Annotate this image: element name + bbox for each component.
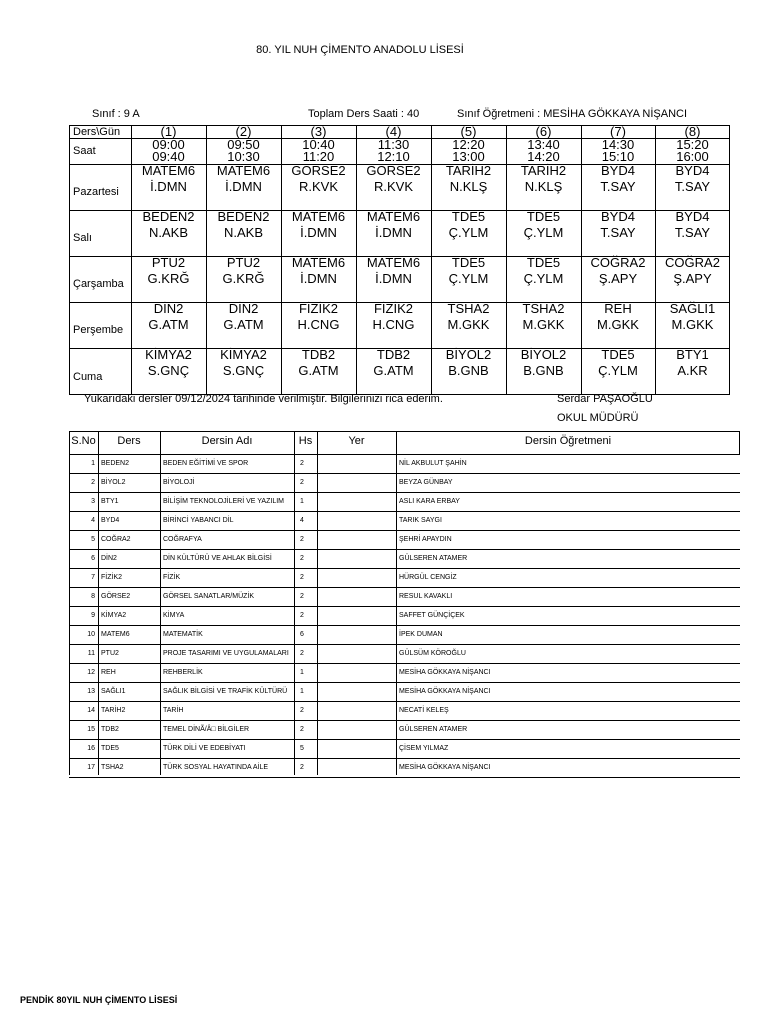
lesson-teacher-code: T.SAY — [674, 225, 711, 240]
course-code: TDB2 — [101, 726, 119, 733]
course-name: BİYOLOJİ — [163, 479, 195, 486]
lesson-teacher-code: N.KLŞ — [524, 179, 563, 194]
timetable-note: Yukarıdaki dersler 09/12/2024 tarihinde verilmiştir. Bilgilerinizi rica ederim. — [84, 393, 443, 405]
course-number: 17 — [87, 764, 95, 771]
lesson-teacher-code: G.KRĞ — [222, 271, 265, 286]
lesson-course-code: BİYOL2 — [445, 347, 492, 362]
lesson-teacher-code: İ.DMN — [225, 179, 262, 194]
course-number: 12 — [87, 669, 95, 676]
corner-label: Ders\Gün — [73, 126, 121, 138]
course-teacher: MESİHA GÖKKAYA NİŞANCI — [399, 764, 491, 771]
course-number: 13 — [87, 688, 95, 695]
grid-line — [69, 454, 740, 455]
lesson-course-code: DİN2 — [153, 301, 184, 316]
period-end-time: 14:20 — [527, 149, 560, 164]
lesson-course-code: KİMYA2 — [145, 347, 192, 362]
lesson-course-code: COĞRA2 — [665, 255, 720, 270]
course-teacher: ASLI KARA ERBAY — [399, 498, 460, 505]
course-number: 4 — [91, 517, 95, 524]
period-start-time: 10:40 — [302, 137, 335, 152]
lesson-course-code: TSHA2 — [447, 301, 490, 316]
grid-line — [317, 431, 318, 775]
lesson-teacher-code: M.GKK — [671, 317, 714, 332]
course-code: GÖRSE2 — [101, 593, 131, 600]
lesson-teacher-code: H.CNG — [297, 317, 340, 332]
lesson-teacher-code: Ç.YLM — [448, 271, 489, 286]
lesson-course-code: TDB2 — [301, 347, 336, 362]
course-code: FİZİK2 — [101, 574, 123, 581]
course-code: KİMYA2 — [101, 612, 127, 619]
lesson-course-code: BİYOL2 — [520, 347, 567, 362]
course-code: DİN2 — [101, 555, 117, 562]
grid-line — [69, 625, 740, 626]
lesson-teacher-code: H.CNG — [372, 317, 415, 332]
course-number: 3 — [91, 498, 95, 505]
lesson-teacher-code: T.SAY — [674, 179, 711, 194]
lesson-course-code: BEDEN2 — [217, 209, 270, 224]
column-header-hours: Hs — [298, 435, 313, 447]
course-hours: 4 — [300, 517, 304, 524]
course-name: DİN KÜLTÜRÜ VE AHLAK BİLGİSİ — [163, 555, 272, 562]
course-teacher: İPEK DUMAN — [399, 631, 443, 638]
course-name: REHBERLİK — [163, 669, 203, 676]
course-teacher: RESUL KAVAKLI — [399, 593, 453, 600]
principal-name: Serdar PAŞAOĞLU — [557, 393, 653, 405]
course-hours: 2 — [300, 536, 304, 543]
course-name: TÜRK SOSYAL HAYATINDA AİLE — [163, 764, 269, 771]
day-label: Cuma — [73, 370, 103, 383]
course-code: TDE5 — [101, 745, 119, 752]
course-teacher: TARIK SAYGI — [399, 517, 442, 524]
course-number: 7 — [91, 574, 95, 581]
lesson-course-code: BYD4 — [675, 209, 710, 224]
period-start-time: 15:20 — [676, 137, 709, 152]
course-hours: 2 — [300, 460, 304, 467]
lesson-course-code: TSHA2 — [522, 301, 565, 316]
lesson-course-code: TDE5 — [451, 255, 486, 270]
lesson-course-code: MATEM6 — [216, 163, 271, 178]
period-start-time: 09:00 — [152, 137, 185, 152]
course-hours: 2 — [300, 764, 304, 771]
school-title: 80. YIL NUH ÇİMENTO ANADOLU LİSESİ — [256, 44, 464, 56]
period-number: (5) — [460, 124, 477, 139]
grid-line — [69, 758, 740, 759]
course-teacher: GÜLSEREN ATAMER — [399, 726, 468, 733]
timetable-grid — [69, 125, 730, 395]
day-label: Salı — [73, 232, 92, 244]
grid-line — [69, 530, 740, 531]
period-end-time: 13:00 — [452, 149, 485, 164]
lesson-teacher-code: Ç.YLM — [598, 363, 638, 378]
column-header-teacher: Dersin Öğretmeni — [524, 435, 612, 447]
period-number: (8) — [684, 124, 701, 139]
time-row-label: Saat — [73, 145, 96, 157]
lesson-teacher-code: G.ATM — [223, 317, 264, 332]
course-teacher: BEYZA GÜNBAY — [399, 479, 453, 486]
grid-line — [69, 511, 740, 512]
lesson-teacher-code: S.GNÇ — [147, 363, 190, 378]
grid-line — [160, 431, 161, 775]
lesson-course-code: BYD4 — [601, 209, 635, 224]
course-teacher: HÜRGÜL CENGİZ — [399, 574, 457, 581]
lesson-teacher-code: G.ATM — [298, 363, 339, 378]
course-number: 15 — [87, 726, 95, 733]
grid-line — [69, 720, 740, 721]
period-end-time: 15:10 — [601, 149, 635, 164]
grid-line — [69, 701, 740, 702]
course-name: TARİH — [163, 707, 184, 714]
grid-line — [98, 431, 99, 775]
course-name: BEDEN EĞİTİMİ VE SPOR — [163, 460, 249, 467]
lesson-teacher-code: B.GNB — [448, 363, 489, 378]
lesson-course-code: TARİH2 — [445, 163, 492, 178]
course-code: TSHA2 — [101, 764, 124, 771]
total-hours-label: Toplam Ders Saati : 40 — [308, 108, 420, 120]
course-name: FİZİK — [163, 574, 181, 581]
lesson-course-code: FİZİK2 — [373, 301, 413, 316]
lesson-course-code: TARİH2 — [520, 163, 567, 178]
principal-title: OKUL MÜDÜRÜ — [557, 412, 639, 424]
course-teacher: ÇİSEM YILMAZ — [399, 745, 449, 752]
course-hours: 2 — [300, 593, 304, 600]
lesson-course-code: PTU2 — [151, 255, 186, 270]
course-number: 8 — [91, 593, 95, 600]
lesson-course-code: KİMYA2 — [220, 347, 267, 362]
lesson-course-code: TDE5 — [526, 209, 561, 224]
grid-line — [69, 644, 740, 645]
lesson-teacher-code: İ.DMN — [375, 271, 412, 286]
course-hours: 2 — [300, 479, 304, 486]
period-number: (4) — [385, 124, 402, 139]
course-hours: 2 — [300, 555, 304, 562]
grid-line — [69, 549, 740, 550]
lesson-teacher-code: R.KVK — [373, 179, 413, 194]
course-number: 14 — [87, 707, 95, 714]
period-end-time: 10:30 — [227, 149, 260, 164]
column-header-place: Yer — [348, 435, 365, 447]
course-teacher: GÜLSÜM KÖROĞLU — [399, 650, 466, 657]
lesson-teacher-code: T.SAY — [600, 179, 636, 194]
day-label: Pazartesi — [73, 186, 119, 198]
period-start-time: 14:30 — [601, 137, 635, 152]
grid-line — [69, 739, 740, 740]
lesson-teacher-code: İ.DMN — [300, 271, 337, 286]
lesson-course-code: PTU2 — [226, 255, 261, 270]
lesson-course-code: TDE5 — [451, 209, 486, 224]
lesson-teacher-code: M.GKK — [447, 317, 490, 332]
course-code: MATEM6 — [101, 631, 130, 638]
course-name: BİLİŞİM TEKNOLOJİLERİ VE YAZILIM — [163, 498, 284, 505]
course-name: PROJE TASARIMI VE UYGULAMALARI — [163, 650, 289, 657]
lesson-teacher-code: Ç.YLM — [523, 225, 564, 240]
course-hours: 6 — [300, 631, 304, 638]
period-number: (2) — [235, 124, 252, 139]
period-start-time: 09:50 — [227, 137, 260, 152]
course-code: BEDEN2 — [101, 460, 130, 467]
course-number: 2 — [91, 479, 95, 486]
course-hours: 2 — [300, 707, 304, 714]
lesson-course-code: MATEM6 — [141, 163, 196, 178]
lesson-course-code: COĞRA2 — [590, 255, 646, 270]
period-start-time: 12:20 — [452, 137, 485, 152]
period-end-time: 11:20 — [302, 149, 335, 164]
period-number: (7) — [610, 124, 626, 139]
grid-line — [69, 431, 740, 432]
grid-line — [69, 431, 70, 775]
lesson-course-code: REH — [604, 301, 632, 316]
lesson-course-code: DİN2 — [228, 301, 259, 316]
lesson-course-code: MATEM6 — [291, 255, 346, 270]
period-number: (1) — [160, 124, 177, 139]
grid-line — [69, 587, 740, 588]
lesson-teacher-code: Ç.YLM — [523, 271, 564, 286]
day-label: Çarşamba — [73, 278, 124, 290]
grid-line — [294, 431, 295, 775]
lesson-course-code: BYD4 — [601, 163, 635, 178]
course-code: BYD4 — [101, 517, 120, 524]
course-name: GÖRSEL SANATLAR/MÜZİK — [163, 593, 255, 600]
course-number: 5 — [91, 536, 95, 543]
course-code: BTY1 — [101, 498, 119, 505]
period-number: (3) — [310, 124, 327, 139]
period-end-time: 09:40 — [152, 149, 185, 164]
period-end-time: 16:00 — [676, 149, 709, 164]
lesson-teacher-code: R.KVK — [298, 179, 338, 194]
day-label: Perşembe — [73, 324, 124, 336]
lesson-teacher-code: M.GKK — [597, 317, 639, 332]
course-name: BİRİNCİ YABANCI DİL — [163, 517, 234, 524]
course-teacher: GÜLSEREN ATAMER — [399, 555, 468, 562]
lesson-teacher-code: Ş.APY — [673, 271, 712, 286]
course-name: MATEMATİK — [163, 631, 203, 638]
lesson-teacher-code: S.GNÇ — [222, 363, 265, 378]
course-hours: 2 — [300, 650, 304, 657]
lesson-course-code: MATEM6 — [366, 209, 421, 224]
course-name: KİMYA — [163, 612, 185, 619]
lesson-course-code: TDE5 — [526, 255, 561, 270]
lesson-course-code: FİZİK2 — [298, 301, 338, 316]
course-teacher: MESİHA GÖKKAYA NİŞANCI — [399, 688, 491, 695]
lesson-course-code: TDE5 — [601, 347, 635, 362]
course-number: 16 — [87, 745, 95, 752]
course-code: PTU2 — [101, 650, 119, 657]
course-number: 1 — [91, 460, 95, 467]
course-teacher: SAFFET GÜNÇİÇEK — [399, 612, 465, 619]
course-code: SAĞLI1 — [101, 688, 126, 695]
lesson-teacher-code: N.KLŞ — [449, 179, 488, 194]
lesson-teacher-code: Ş.APY — [598, 271, 638, 286]
grid-line — [69, 663, 740, 664]
lesson-teacher-code: M.GKK — [522, 317, 565, 332]
lesson-course-code: BTY1 — [676, 347, 709, 362]
period-end-time: 12:10 — [377, 149, 410, 164]
lesson-course-code: GORSE2 — [291, 163, 346, 178]
lesson-teacher-code: İ.DMN — [150, 179, 187, 194]
course-code: COĞRA2 — [101, 536, 131, 543]
lesson-teacher-code: B.GNB — [523, 363, 564, 378]
lesson-teacher-code: G.ATM — [373, 363, 414, 378]
period-start-time: 13:40 — [527, 137, 560, 152]
lesson-course-code: BYD4 — [675, 163, 710, 178]
grid-line — [69, 492, 740, 493]
grid-line — [69, 777, 740, 778]
lesson-course-code: MATEM6 — [366, 255, 421, 270]
lesson-course-code: MATEM6 — [291, 209, 346, 224]
lesson-course-code: SAĞLI1 — [669, 301, 716, 316]
column-header-name: Dersin Adı — [201, 435, 253, 447]
course-hours: 1 — [300, 498, 304, 505]
grid-line — [396, 431, 397, 775]
course-teacher: ŞEHRİ APAYDIN — [399, 536, 452, 543]
class-teacher-label: Sınıf Öğretmeni : MESİHA GÖKKAYA NİŞANCI — [457, 108, 688, 120]
grid-line — [69, 682, 740, 683]
period-number: (6) — [535, 124, 552, 139]
period-start-time: 11:30 — [377, 137, 410, 152]
lesson-teacher-code: T.SAY — [600, 225, 636, 240]
course-name: SAĞLIK BİLGİSİ VE TRAFİK KÜLTÜRÜ — [163, 688, 288, 695]
lesson-teacher-code: G.ATM — [148, 317, 189, 332]
course-hours: 5 — [300, 745, 304, 752]
lesson-teacher-code: G.KRĞ — [147, 271, 190, 286]
course-code: BİYOL2 — [101, 479, 126, 486]
lesson-teacher-code: İ.DMN — [300, 225, 337, 240]
course-hours: 2 — [300, 574, 304, 581]
lesson-teacher-code: A.KR — [677, 363, 708, 378]
lesson-teacher-code: İ.DMN — [375, 225, 412, 240]
column-header-code: Ders — [117, 435, 141, 447]
lesson-teacher-code: Ç.YLM — [448, 225, 489, 240]
lesson-course-code: TDB2 — [376, 347, 411, 362]
course-number: 6 — [91, 555, 95, 562]
class-label: Sınıf : 9 A — [92, 108, 140, 120]
course-hours: 1 — [300, 669, 304, 676]
course-teacher: NİL AKBULUT ŞAHİN — [399, 460, 467, 467]
course-hours: 1 — [300, 688, 304, 695]
course-name: COĞRAFYA — [163, 536, 202, 543]
course-list-table — [69, 431, 740, 775]
lesson-teacher-code: N.AKB — [148, 225, 188, 240]
course-number: 11 — [87, 650, 95, 657]
course-hours: 2 — [300, 612, 304, 619]
course-teacher: NECATİ KELEŞ — [399, 707, 449, 714]
footer-school-name: PENDİK 80YIL NUH ÇİMENTO LİSESİ — [20, 995, 178, 1005]
lesson-course-code: BEDEN2 — [142, 209, 195, 224]
course-number: 9 — [91, 612, 95, 619]
lesson-teacher-code: N.AKB — [223, 225, 263, 240]
course-name: TÜRK DİLİ VE EDEBİYATI — [163, 745, 246, 752]
lesson-course-code: GORSE2 — [366, 163, 421, 178]
grid-line — [69, 125, 70, 395]
grid-line — [69, 606, 740, 607]
course-name: TEMEL DİNÃ/Â□ BİLGİLER — [163, 726, 250, 733]
grid-line — [69, 473, 740, 474]
column-header-no: S.No — [71, 435, 96, 447]
course-code: TARİH2 — [101, 707, 126, 714]
course-code: REH — [101, 669, 116, 676]
course-number: 10 — [87, 631, 95, 638]
course-hours: 2 — [300, 726, 304, 733]
course-teacher: MESİHA GÖKKAYA NİŞANCI — [399, 669, 491, 676]
grid-line — [69, 568, 740, 569]
